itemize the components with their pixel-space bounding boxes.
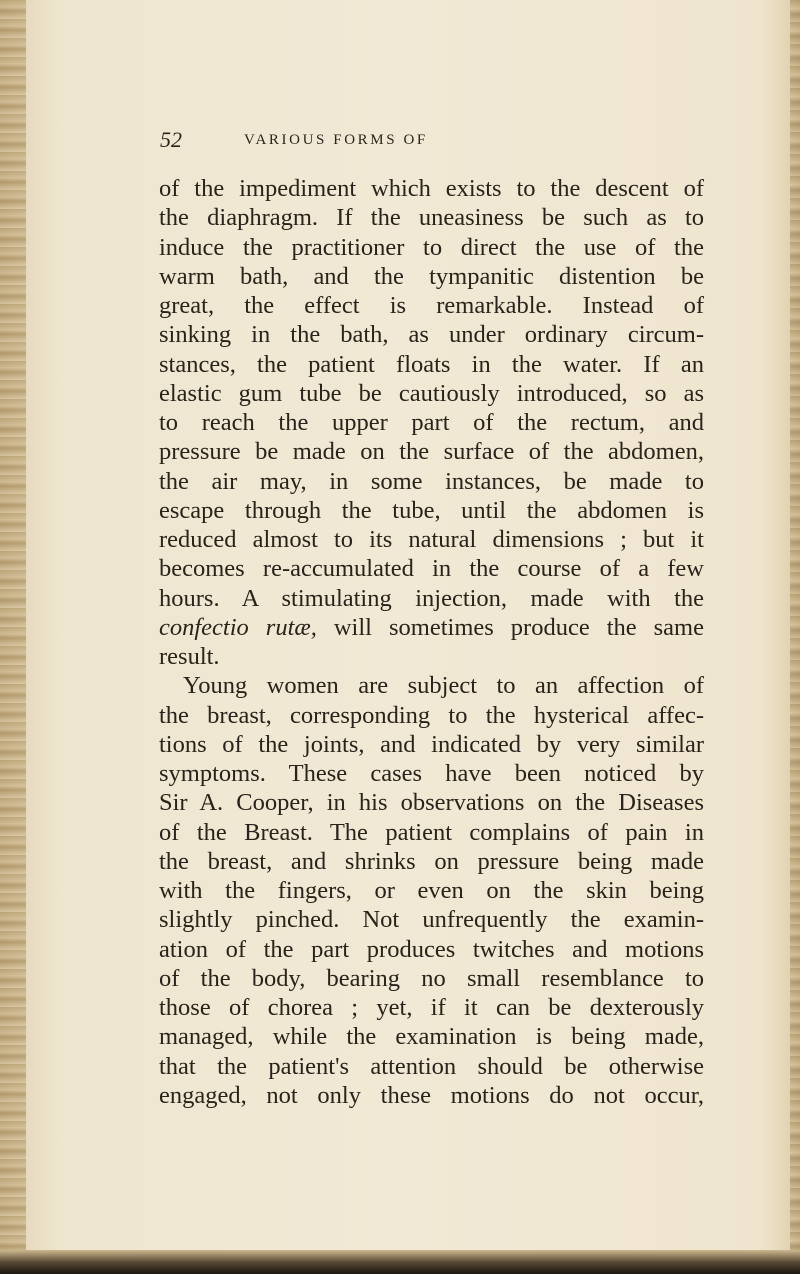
text-line: reduced almost to its natural dimensions ; but it bbox=[159, 526, 704, 553]
text-line: the diaphragm. If the uneasiness be such as to bbox=[159, 204, 704, 232]
text-line: pressure be made on the surface of the abdomen, bbox=[159, 438, 704, 466]
text-line: Sir A. Cooper, in his observations on the Diseases bbox=[159, 789, 704, 817]
page-number: 52 bbox=[160, 127, 182, 152]
text-line: elastic gum tube be cautiously introduced, so as bbox=[159, 379, 704, 407]
text-line: of the impediment which exists to the descent of bbox=[159, 175, 704, 202]
text-line: warm bath, and the tympanitic distention be bbox=[159, 262, 704, 290]
text-line: stances, the patient floats in the water. If an bbox=[159, 350, 704, 378]
text-line: that the patient's attention should be otherwise bbox=[159, 1052, 704, 1080]
text-line: the breast, and shrinks on pressure being made bbox=[159, 847, 704, 875]
text-line: great, the effect is remarkable. Instead of bbox=[159, 292, 704, 319]
running-head: VARIOUS FORMS OF bbox=[244, 132, 428, 148]
page-right-edge bbox=[790, 0, 800, 1274]
page-header bbox=[160, 127, 680, 155]
text-line: hours. A stimulating injection, made with the bbox=[159, 584, 704, 612]
text-line: becomes re-accumulated in the course of a few bbox=[159, 555, 704, 583]
text-line: ation of the part produces twitches and motions bbox=[159, 935, 704, 963]
text-line: of the body, bearing no small resemblance to bbox=[159, 964, 704, 992]
line-remainder: will sometimes produce the same bbox=[316, 613, 704, 641]
text-line: engaged, not only these motions do not occur, bbox=[159, 1081, 704, 1109]
text-line: tions of the joints, and indicated by very similar bbox=[159, 730, 704, 758]
page-bottom-edge bbox=[0, 1250, 800, 1274]
text-line: of the Breast. The patient complains of pain in bbox=[159, 818, 704, 846]
paragraph-first-line: Young women are subject to an affection of bbox=[183, 672, 704, 700]
text-line: the air may, in some instances, be made to bbox=[159, 467, 704, 495]
text-line: induce the practitioner to direct the use of the bbox=[159, 233, 704, 261]
text-line: those of chorea ; yet, if it can be dexterously bbox=[159, 994, 704, 1021]
paragraph-end-line: result. bbox=[159, 643, 220, 670]
text-line: escape through the tube, until the abdomen is bbox=[159, 496, 704, 524]
text-line: slightly pinched. Not unfrequently the examin- bbox=[159, 906, 704, 934]
text-line: to reach the upper part of the rectum, and bbox=[159, 409, 704, 436]
italic-phrase: confectio rutæ, bbox=[159, 613, 317, 641]
body-text bbox=[159, 174, 704, 1110]
text-line-with-italic bbox=[159, 613, 704, 642]
text-line: the breast, corresponding to the hysterical affec- bbox=[159, 701, 704, 729]
page-left-edge bbox=[0, 0, 26, 1274]
text-line: symptoms. These cases have been noticed by bbox=[159, 760, 704, 787]
text-line: sinking in the bath, as under ordinary circum- bbox=[159, 321, 704, 349]
text-line: managed, while the examination is being made, bbox=[159, 1023, 704, 1051]
text-line: with the fingers, or even on the skin being bbox=[159, 877, 704, 904]
